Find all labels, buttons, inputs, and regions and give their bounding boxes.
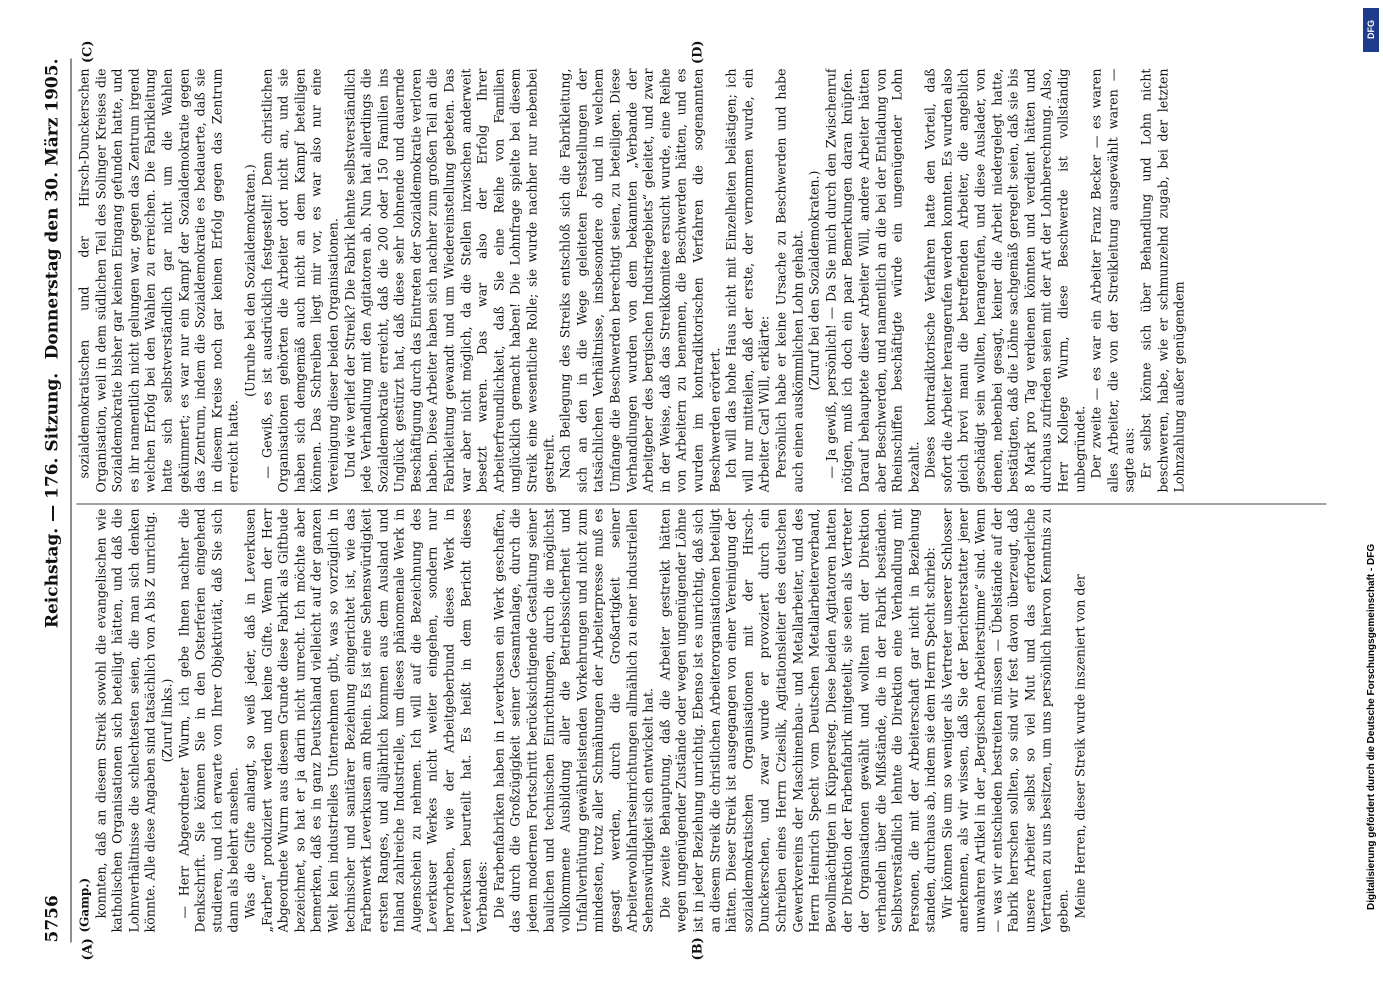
paragraph: Wir können Sie um so weniger als Vertreter unserer Schlosser anerkennen, als wir wissen, daß Sie der Berichterstatter jener unwahren Artikel in der „Bergischen Arbeiterstimme“ sind. Wenn — was wir entschieden bestreiten müssen — Übelstände auf der Fabrik herrschen sollten, so sind wir fest davon überzeugt, daß unsere Arbeiter selbst so viel Mut und das erforderliche Vertrauen zu uns besitzen, um uns persönlich hiervon Kenntnis zu geben. [938,508,1071,932]
paragraph: konnten, daß an diesem Streik sowohl die evangelischen wie katholischen Organisationen sich beteiligt hätten, und daß die Lohnverhältnisse die schlechtesten seien, die man sich denken könnte. Alle diese Angaben sind tatsächlich von A bis Z unrichtig. [92,508,158,932]
paragraph: — Gewiß, es ist ausdrücklich festgestellt! Denn christlichen Organisationen gehörten die Arbeiter dort nicht an, und sie haben sich demgemäß auch nicht an dem Kampf beteiligen können. Das Schreiben liegt mir vor, es war also nur eine Vereinigung dieser beiden Organisationen. [258,68,340,492]
session-title: Reichstag. — 176. Sitzung. [42,372,62,628]
paragraph: Persönlich habe er keine Ursache zu Beschwerden und habe auch einen auskömmlichen Lohn gehabt. [772,68,805,492]
paragraph: Die Farbenfabriken haben in Leverkusen ein Werk geschaffen, das durch die Großzügigkeit seiner Gesamtanlage, durch die jedem modernen Fortschritt berücksichtigende Gestaltung seiner baulichen und technischen Einrichtungen, durch die möglichst vollkommene Ausbildung aller die Betriebssicherheit und Unfallverhütung gewährleistenden Vorkehrungen und nicht zum mindesten, trotz aller Schmähungen der Arbeiterpresse muß es gesagt werden, durch die Großartigkeit seiner Arbeiterwohlfahrtseinrichtungen allmählich zu einer industriellen Sehenswürdigkeit sich entwickelt hat. [490,508,656,932]
margin-mark-c: (C) [80,40,95,63]
paragraph: Meine Herren, dieser Streik wurde inszeniert von der [1071,573,1087,918]
paragraph: Und wie verlief der Streik? Die Fabrik lehnte selbstverständlich jede Verhandlung mit den Agitatoren ab. Nun hat allerdings die Sozialdemokratie erreicht, daß die 200 oder 150 Familien ins Unglück gestürzt hat, daß diese sehr lohnende und dauernde Beschäftigung durch das Eintreten der Sozialdemokratie verloren haben. Diese Arbeiter haben sich nachher zum großen Teil an die Fabrikleitung gewandt und um Wiedereinstellung gebeten. Das war aber nicht möglich, da die Stellen inzwischen anderweit besetzt waren. Das war also der Erfolg Ihrer Arbeiterfreundlichkeit, daß Sie eine Reihe von Familien unglücklich gemacht haben! Die Lohnfrage spielte bei diesem Streik eine wesentliche Rolle; sie wurde nachher nur nebenbei gestreift. [341,68,556,492]
paragraph: Ich will das hohe Haus nicht mit Einzelheiten belästigen; ich will nur mitteilen, daß der erste, der vernommen wurde, ein Arbeiter Carl Will, erklärte: [723,68,772,492]
digitization-note: Digitalisierung gefördert durch die Deutsche Forschungsgemeinschaft - DFG [1366,543,1377,910]
paragraph: Was die Gifte anlangt, so weiß jeder, daß in Leverkusen „Farben“ produziert werden und keine Gifte. Wenn der Herr Abgeordnete Wurm aus diesem Grunde diese Fabrik als Giftbude bezeichnet, so hat er ja darin nicht unrecht. Ich möchte aber bemerken, daß es in ganz Deutschland vielleicht auf der ganzen Welt kein industrielles Unternehmen gibt, was so vorzüglich in technischer und sanitärer Beziehung eingerichtet ist, wie das Farbenwerk Leverkusen am Rhein. Es ist eine Sehenswürdigkeit ersten Ranges, und alljährlich kommen aus dem Ausland und Inland zahlreiche Industrielle, um dieses phänomenale Werk in Augenschein zu nehmen. Ich will auf die Bezeichnung des Leverkuser Werkes nicht weiter eingehen, sondern nur hervorheben, wie der Arbeitgeberbund dieses Werk in Leverkusen beurteilt hat. Es heißt in dem Bericht dieses Verbandes: [241,508,490,932]
paragraph: Der zweite — es war ein Arbeiter Franz Becker — es waren alles Arbeiter, die von der Streikleitung ausgewählt waren — sagte aus: [1088,68,1137,492]
paragraph: (Unruhe bei den Sozialdemokraten.) [241,163,257,397]
margin-mark-b: (B) [690,936,705,960]
paragraph: — Ja gewiß, persönlich! — Da Sie mich durch den Zwischenruf nötigen, muß ich doch ein paar Bemerkungen daran knüpfen. Darauf behauptete dieser Arbeiter Will, andere Arbeiter hätten aber Beschwerden, und namentlich an die bei der Entladung von Rheinschiffen beschäftigte würde ein ungenügender Lohn bezahlt. [822,68,921,492]
digitization-footer [1357,10,1377,990]
page-number: 5756 [42,894,62,942]
margin-mark-a: (A) [80,937,95,960]
paragraph: — Herr Abgeordneter Wurm, ich gebe Ihnen nachher die Denkschrift. Sie können Sie in den Osterferien eingehend studieren, und ich erwarte von Ihrer Objektivität, daß Sie sich dann als belehrt ansehen. [175,508,241,932]
left-column [76,508,1326,932]
paragraph: Die zweite Behauptung, daß die Arbeiter gestreikt hätten wegen ungenügender Zustände oder wegen ungenügender Löhne ist in jeder Beziehung unrichtig. Ebenso ist es unrichtig, daß sich an diesem Streik die christlichen Arbeiterorganisationen beteiligt hätten. Dieser Streik ist ausgegangen von einer Vereinigung der sozialdemokratischen Organisationen mit der Hirsch-Dunckerschen, und zwar wurde er provoziert durch ein Schreiben eines Herrn Czieslik, Agitationsleiter des deutschen Gewerkvereins der Maschinenbau- und Metallarbeiter, und des Herrn Heinrich Specht vom Deutschen Metallarbeiterverband, Bevollmächtigten in Küppersteg. Diese beiden Agitatoren hatten der Direktion der Farbenfabrik mitgeteilt, sie seien als Vertreter der Organisationen gewählt und wollten mit der Direktion verhandeln über die Mißstände, die in der Fabrik beständen. Selbstverständlich lehnte die Direktion eine Verhandlung mit Personen, die mit der Arbeiterschaft gar nicht in Beziehung standen, durchaus ab, indem sie dem Herrn Specht schrieb: [656,508,938,932]
paragraph: Nach Beilegung des Streiks entschloß sich die Fabrikleitung, sich an den in die Wege geleiteten Feststellungen der tatsächlichen Verhältnisse, insbesondere ob und in welchem Umfange die Beschwerden berechtigt seien, zu beteiligen. Diese Verhandlungen wurden von dem bekannten „Verbande der Arbeitgeber des bergischen Industriegebiets“ geleitet, und zwar in der Weise, daß das Streikkomitee ersucht wurde, eine Reihe von Arbeitern zu benennen, die Beschwerden hätten, und es wurden im kontradiktorischen Verfahren die sogenannten Beschwerden erörtert. [557,68,722,492]
paragraph: Dieses kontradiktorische Verfahren hatte den Vorteil, daß sofort die Arbeiter herangerufen werden konnten. Es wurden also gleich brevi manu die betreffenden Arbeiter, die angeblich geschädigt sein wollten, herangerufen, und diese Auslader, von denen, nebenbei gesagt, keiner die Arbeit niedergelegt hatte, bestätigten, daß die Löhne sachgemäß geregelt seien, daß sie bis 8 Mark pro Tag verdienen könnten und verdient hätten und durchaus zufrieden seien mit der Art der Lohnberechnung. Also, Herr Kollege Wurm, diese Beschwerde ist vollständig unbegründet. [922,68,1087,492]
speaker-label: (Gamp.) [77,877,91,932]
paragraph: (Zuruf links.) [158,678,174,762]
right-column [76,68,1326,492]
column-divider [76,503,1326,504]
dfg-logo: DFG [1363,8,1379,52]
paragraph: Er selbst könne sich über Behandlung und Lohn nicht beschweren, habe, wie er schmunzelnd zugab, bei der letzten Lohnzahlung außer genügendem [1138,68,1187,492]
paragraph: sozialdemokratischen und der Hirsch-Dunckerschen Organisation, weil in dem südlichen Teil des Solinger Kreises die Sozialdemokratie bisher gar keinen Eingang gefunden hatte, und es ihr namentlich nicht gelungen war, gegen das Zentrum irgend welchen Erfolg bei den Wahlen zu erreichen. Die Fabrikleitung hatte sich selbstverständlich gar nicht um die Wahlen gekümmert; es war nur ein Kampf der Sozialdemokratie gegen das Zentrum, indem die Sozialdemokratie es bedauerte, daß sie in diesem Kreise noch gar keinen Erfolg gegen das Zentrum erreicht hatte. [76,68,241,492]
header-rule [70,58,71,942]
page-header [42,58,72,942]
paragraph: (Zuruf bei den Sozialdemokraten.) [806,170,822,390]
margin-mark-d: (D) [690,40,705,64]
session-date: Donnerstag den 30. März 1905. [42,58,62,359]
